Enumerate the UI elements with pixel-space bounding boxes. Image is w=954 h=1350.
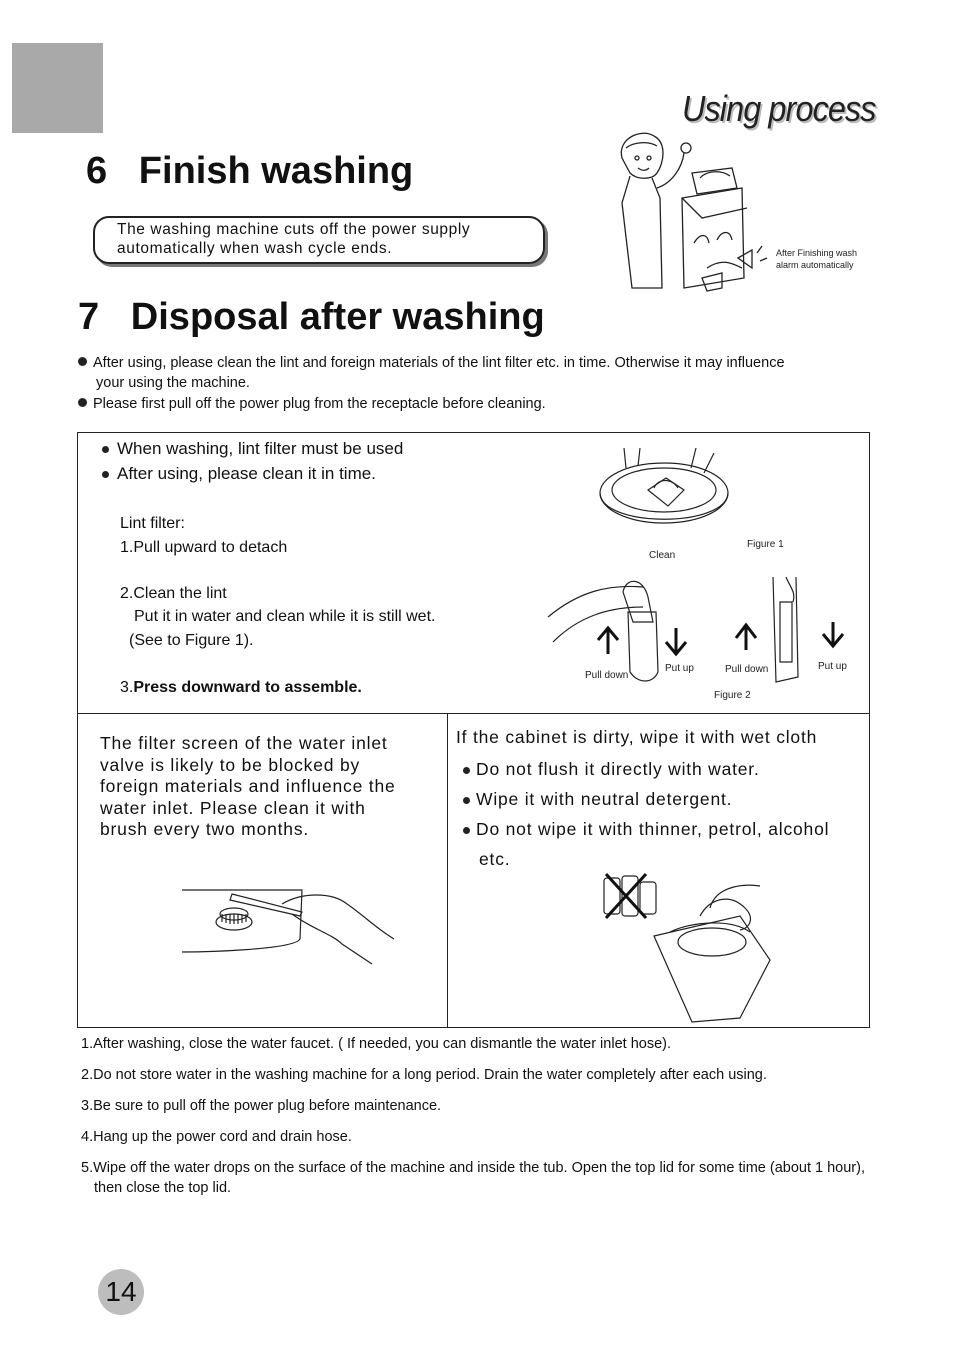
bullet-icon bbox=[78, 398, 87, 407]
bullet-icon bbox=[463, 797, 470, 804]
fig2-put-up-1: Put up bbox=[665, 663, 694, 674]
cabinet-wipe-illustration bbox=[600, 868, 780, 1024]
after-item-2: 2.Do not store water in the washing machine for a long period. Drain the water completely after each using. bbox=[81, 1067, 767, 1083]
after-item-5: 5.Wipe off the water drops on the surface of the machine and inside the tub. Open the top lid for some time (about 1 hour), bbox=[81, 1160, 865, 1176]
inlet-brush-illustration bbox=[182, 884, 397, 969]
disposal-heading: 7 Disposal after washing bbox=[78, 296, 545, 338]
finish-note-line-1: The washing machine cuts off the power supply bbox=[117, 221, 471, 238]
finish-note-line-2: automatically when wash cycle ends. bbox=[117, 240, 393, 257]
lint-bullet-1 bbox=[102, 439, 403, 459]
inlet-line-4: water inlet. Please clean it with bbox=[100, 797, 366, 818]
fig2-put-up-2: Put up bbox=[818, 661, 847, 672]
corner-gray-block bbox=[12, 43, 103, 133]
finish-washing-heading: 6 Finish washing bbox=[86, 150, 414, 192]
disposal-intro-2-text: Please first pull off the power plug from the receptacle before cleaning. bbox=[93, 396, 546, 412]
fig1-clean-label: Clean bbox=[649, 550, 676, 561]
fig1-label: Figure 1 bbox=[747, 539, 784, 550]
lint-step-2-title: 2.Clean the lint bbox=[120, 585, 227, 602]
after-item-5b: then close the top lid. bbox=[94, 1180, 232, 1196]
finish-illustration-caption bbox=[776, 247, 857, 271]
lint-bullet-1-text: When washing, lint filter must be used bbox=[117, 439, 404, 458]
disposal-intro-1a: After using, please clean the lint and foreign materials of the lint filter etc. in time. Otherwise it may influence bbox=[93, 355, 785, 371]
lint-step-3 bbox=[120, 679, 362, 697]
bullet-icon bbox=[102, 446, 109, 453]
finish-caption-line-2: alarm automatically bbox=[776, 260, 854, 270]
lint-step-1: 1.Pull upward to detach bbox=[120, 539, 288, 556]
bullet-icon bbox=[102, 471, 109, 478]
cabinet-title: If the cabinet is dirty, wipe it with wet cloth bbox=[456, 727, 818, 747]
inlet-line-3: foreign materials and influence the bbox=[100, 776, 396, 796]
cabinet-item-3a-text: Do not wipe it with thinner, petrol, alcohol bbox=[476, 819, 830, 839]
fig2-label: Figure 2 bbox=[714, 690, 751, 701]
disposal-intro-1 bbox=[78, 353, 785, 373]
lint-step-2-ref: (See to Figure 1). bbox=[129, 632, 254, 649]
inlet-line-1: The filter screen of the water inlet bbox=[100, 733, 388, 753]
cabinet-item-2-text: Wipe it with neutral detergent. bbox=[476, 789, 733, 809]
finish-wash-illustration bbox=[612, 128, 772, 296]
inlet-line-2: valve is likely to be blocked by bbox=[100, 754, 361, 775]
after-item-4: 4.Hang up the power cord and drain hose. bbox=[81, 1129, 352, 1145]
page-number: 14 bbox=[98, 1269, 144, 1315]
lint-step-3-num: 3. bbox=[120, 679, 134, 696]
fig2-pull-down-1: Pull down bbox=[585, 670, 629, 681]
bullet-icon bbox=[463, 827, 470, 834]
figure-1-illustration bbox=[596, 448, 736, 558]
disposal-intro-1b: your using the machine. bbox=[96, 375, 250, 391]
bullet-icon bbox=[78, 357, 87, 366]
lint-label: Lint filter: bbox=[120, 515, 185, 532]
cabinet-item-2 bbox=[463, 789, 732, 811]
section-header: Using process bbox=[682, 88, 876, 129]
inlet-text bbox=[100, 733, 396, 841]
bullet-icon bbox=[463, 767, 470, 774]
lint-step-2-line: Put it in water and clean while it is still wet. bbox=[134, 608, 436, 625]
inlet-line-5: brush every two months. bbox=[100, 819, 310, 839]
after-item-1: 1.After washing, close the water faucet. ( If needed, you can dismantle the water inlet hose). bbox=[81, 1036, 671, 1052]
cabinet-item-3 bbox=[463, 819, 829, 841]
finish-caption-line-1: After Finishing wash bbox=[776, 248, 858, 258]
lint-step-3-text: Press downward to assemble. bbox=[133, 679, 362, 696]
cabinet-item-3b: etc. bbox=[479, 849, 511, 869]
disposal-intro-2 bbox=[78, 394, 546, 414]
lint-bullet-2-text: After using, please clean it in time. bbox=[117, 464, 376, 483]
cabinet-item-1-text: Do not flush it directly with water. bbox=[476, 759, 760, 779]
finish-note-box bbox=[93, 216, 545, 264]
fig2-pull-down-2: Pull down bbox=[725, 664, 769, 675]
after-item-3: 3.Be sure to pull off the power plug before maintenance. bbox=[81, 1098, 442, 1114]
cabinet-item-1 bbox=[463, 759, 760, 781]
lint-bullet-2 bbox=[102, 464, 376, 484]
